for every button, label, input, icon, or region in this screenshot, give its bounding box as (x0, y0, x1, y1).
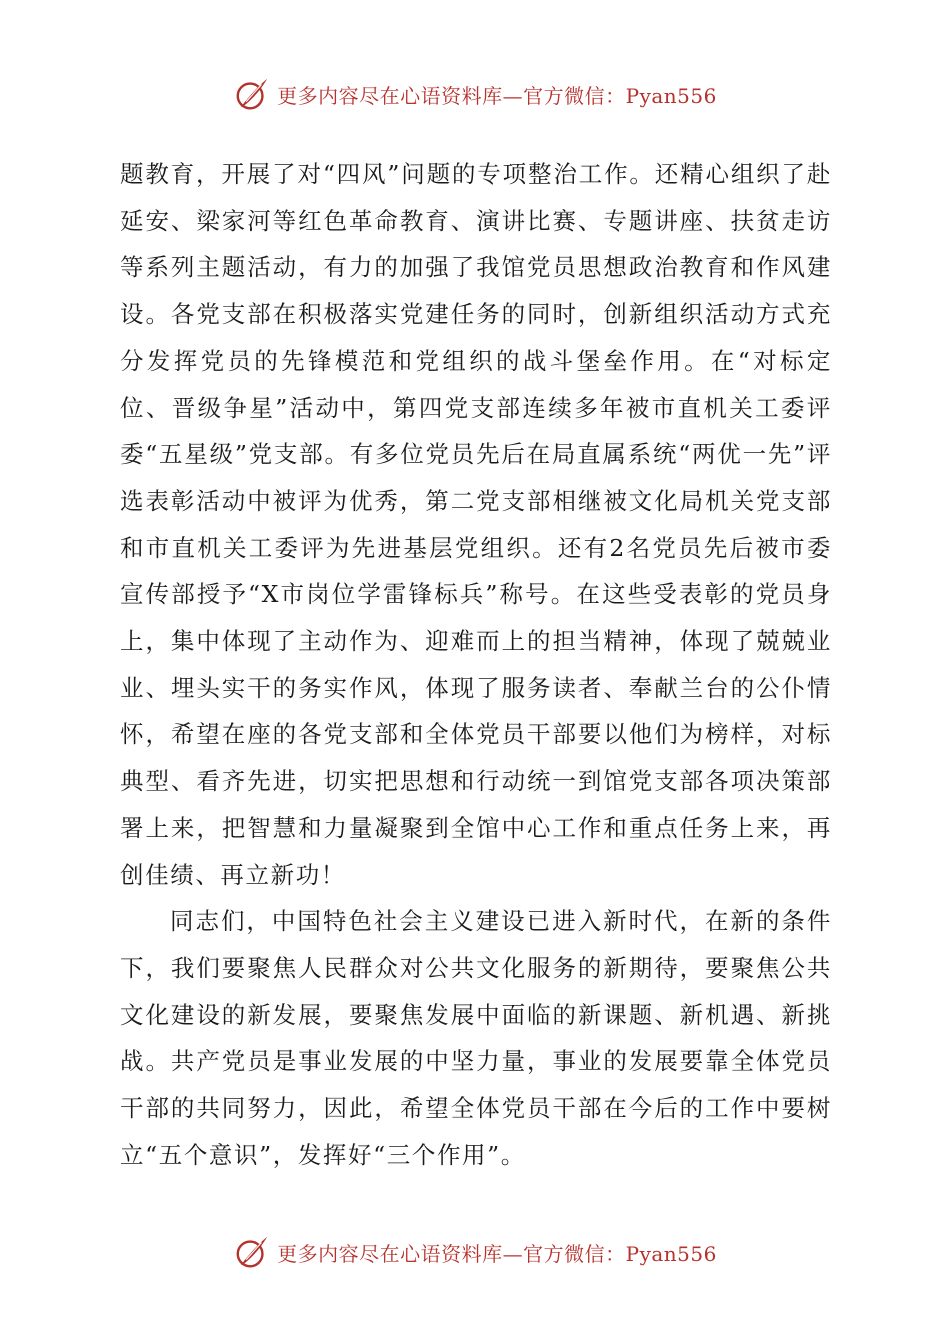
quill-logo-icon (233, 1233, 271, 1271)
footer-banner-text: 更多内容尽在心语资料库—官方微信：Pyan556 (277, 1241, 717, 1266)
paragraph-1: 题教育，开展了对“四风”问题的专项整治工作。还精心组织了赴延安、梁家河等红色革命教育、演讲比赛、专题讲座、扶贫走访等系列主题活动，有力的加强了我馆党员思想政治教育和作风建设。各党支部在积极落实党建任务的同时，创新组织活动方式充分发挥党员的先锋模范和党组织的战斗堡垒作用。在“对标定位、晋级争星”活动中，第四党支部连续多年被市直机关工委评委“五星级”党支部。有多位党员先后在局直属系统“两优一先”评选表彰活动中被评为优秀，第二党支部相继被文化局机关党支部和市直机关工委评为先进基层党组织。还有2名党员先后被市委宣传部授予“X市岗位学雷锋标兵”称号。在这些受表彰的党员身上，集中体现了主动作为、迎难而上的担当精神，体现了兢兢业业、埋头实干的务实作风，体现了服务读者、奉献兰台的公仆情怀，希望在座的各党支部和全体党员干部要以他们为榜样，对标典型、看齐先进，切实把思想和行动统一到馆党支部各项决策部署上来，把智慧和力量凝聚到全馆中心工作和重点任务上来，再创佳绩、再立新功！ (120, 160, 832, 889)
header-banner-text: 更多内容尽在心语资料库—官方微信：Pyan556 (277, 83, 717, 108)
paragraph-2: 同志们，中国特色社会主义建设已进入新时代，在新的条件下，我们要聚焦人民群众对公共文化服务的新期待，要聚焦公共文化建设的新发展，要聚焦发展中面临的新课题、新机遇、新挑战。共产党员是事业发展的中坚力量，事业的发展要靠全体党员干部的共同努力，因此，希望全体党员干部在今后的工作中要树立“五个意识”，发挥好“三个作用”。 (120, 907, 832, 1169)
quill-logo-icon (233, 75, 271, 113)
document-body (120, 151, 832, 1178)
header-banner (0, 72, 950, 116)
footer-banner (0, 1230, 950, 1274)
